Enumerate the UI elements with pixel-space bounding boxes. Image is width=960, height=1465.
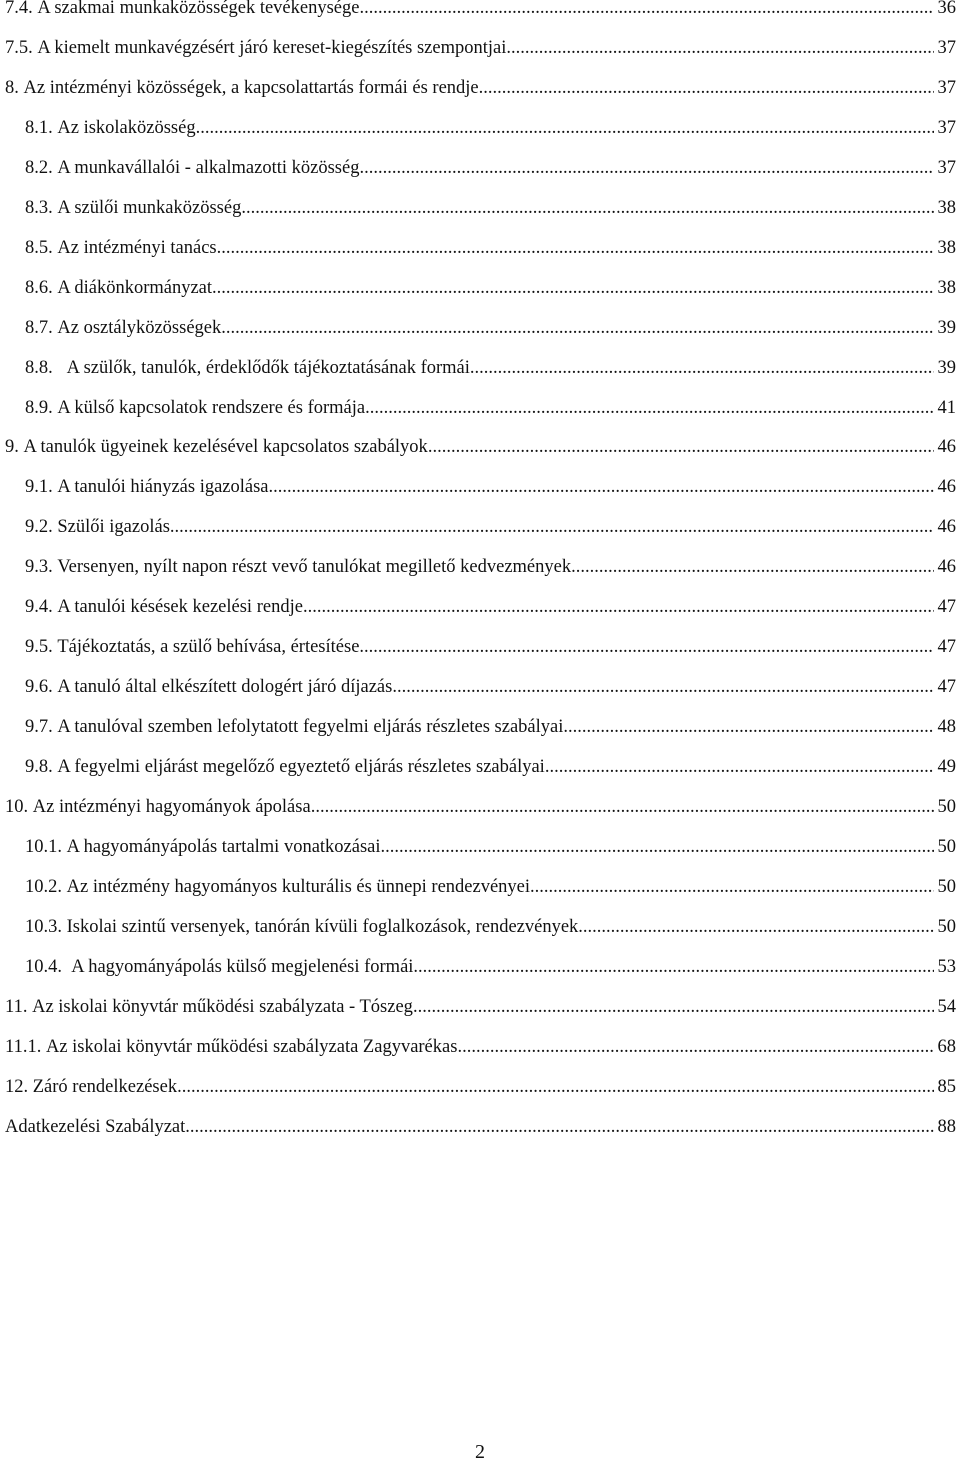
toc-entry-number: 10.4.	[25, 956, 62, 977]
toc-entry-page: 46	[937, 477, 956, 498]
toc-entry-page: 46	[937, 557, 956, 578]
toc-entry-number: 9.4.	[25, 597, 53, 618]
toc-entry-page: 49	[937, 757, 956, 778]
toc-entry-number: 10.2.	[25, 876, 62, 897]
toc-entry[interactable]	[0, 76, 956, 100]
toc-entry-page: 50	[937, 876, 956, 897]
toc-entry-title: Záró rendelkezések	[32, 1076, 178, 1097]
toc-entry-title: Az intézmény hagyományos kulturális és ünnepi rendezvényei	[66, 876, 531, 897]
toc-entry-page: 46	[937, 517, 956, 538]
toc-entry-number: 9.8.	[25, 757, 53, 778]
toc-entry-title: Szülői igazolás	[57, 517, 170, 538]
toc-entry-title: A hagyományápolás tartalmi vonatkozásai	[66, 836, 381, 857]
toc-entry-title: Az intézményi közösségek, a kapcsolattartás formái és rendje	[23, 77, 479, 98]
toc-entry-title: Iskolai szintű versenyek, tanórán kívüli foglalkozások, rendezvények	[66, 916, 579, 937]
toc-entry[interactable]	[0, 316, 956, 340]
toc-entry-title: Versenyen, nyílt napon részt vevő tanulókat megillető kedvezmények	[57, 557, 572, 578]
toc-dot-leader	[571, 555, 933, 579]
toc-entry[interactable]	[0, 356, 956, 380]
toc-entry-title: Az iskolaközösség	[57, 117, 196, 138]
toc-entry-page: 37	[937, 77, 956, 98]
toc-entry-page: 50	[937, 916, 956, 937]
toc-entry-number: 9.1.	[25, 477, 53, 498]
toc-entry-number: 8.7.	[25, 317, 53, 338]
toc-entry-number: 7.5.	[5, 37, 33, 58]
toc-entry-number: 9.5.	[25, 637, 53, 658]
toc-dot-leader	[221, 316, 933, 340]
toc-entry-number: 8.	[5, 77, 19, 98]
toc-dot-leader	[359, 0, 933, 20]
toc-entry-title: A szakmai munkaközösségek tevékenysége	[37, 0, 360, 18]
toc-dot-leader	[457, 1035, 933, 1059]
toc-dot-leader	[428, 435, 934, 459]
toc-entry-page: 47	[937, 597, 956, 618]
toc-dot-leader	[185, 1115, 933, 1139]
toc-entry[interactable]	[0, 835, 956, 859]
toc-entry[interactable]	[0, 116, 956, 140]
toc-entry-page: 39	[937, 357, 956, 378]
toc-dot-leader	[392, 675, 933, 699]
toc-entry-number: 8.1.	[25, 117, 53, 138]
toc-entry[interactable]	[0, 1075, 956, 1099]
toc-entry-title: Az osztályközösségek	[57, 317, 222, 338]
toc-entry-title: A hagyományápolás külső megjelenési formái	[71, 956, 414, 977]
toc-dot-leader	[413, 995, 934, 1019]
toc-entry-number: 11.	[5, 996, 28, 1017]
toc-entry-page: 68	[937, 1036, 956, 1057]
toc-entry-gap	[53, 356, 67, 380]
toc-entry-title: A szülők, tanulók, érdeklődők tájékoztatásának formái	[66, 357, 470, 378]
toc-entry-title: A tanulók ügyeinek kezelésével kapcsolatos szabályok	[23, 437, 428, 458]
toc-entry-page: 88	[937, 1116, 956, 1137]
toc-entry-number: 11.1.	[5, 1036, 42, 1057]
toc-entry-page: 37	[937, 37, 956, 58]
toc-entry-page: 36	[937, 0, 956, 18]
toc-entry-title: Az intézményi hagyományok ápolása	[32, 797, 311, 817]
page-number: 2	[475, 1441, 485, 1463]
toc-dot-leader	[217, 236, 934, 260]
toc-entry-page: 37	[937, 117, 956, 138]
toc-entry-title: A szülői munkaközösség	[57, 197, 242, 218]
toc-entry-title: A diákönkormányzat	[57, 277, 213, 298]
toc-entry-number: 9.3.	[25, 557, 53, 578]
toc-entry[interactable]	[0, 515, 956, 539]
toc-entry[interactable]	[0, 396, 956, 420]
toc-entry[interactable]	[0, 715, 956, 739]
toc-entry-title: A munkavállalói - alkalmazotti közösség	[57, 157, 360, 178]
toc-entry[interactable]	[0, 675, 956, 699]
toc-dot-leader	[381, 835, 934, 859]
toc-entry-number: 8.3.	[25, 197, 53, 218]
toc-entry-page: 50	[937, 797, 956, 817]
toc-dot-leader	[563, 715, 933, 739]
toc-dot-leader	[545, 755, 934, 779]
toc-entry[interactable]	[0, 995, 956, 1019]
toc-entry[interactable]	[0, 595, 956, 619]
toc-entry-number: 9.7.	[25, 717, 53, 738]
toc-entry-title: Az iskolai könyvtár működési szabályzata Zagyvarékas	[45, 1036, 458, 1057]
toc-entry-page: 47	[937, 677, 956, 698]
toc-entry[interactable]	[0, 635, 956, 659]
toc-entry-number: 8.5.	[25, 237, 53, 258]
toc-entry-page: 46	[937, 437, 956, 458]
toc-entry-title: A külső kapcsolatok rendszere és formája	[57, 397, 366, 418]
toc-entry-number: 10.	[5, 797, 29, 817]
toc-entry-gap	[62, 955, 71, 979]
toc-entry-number: 9.	[5, 437, 19, 458]
toc-entry[interactable]	[0, 915, 956, 939]
toc-entry-title: Az iskolai könyvtár működési szabályzata - Tószeg	[32, 996, 413, 1017]
toc-dot-leader	[269, 475, 934, 499]
toc-dot-leader	[530, 875, 933, 899]
toc-entry-number: 12.	[5, 1076, 29, 1097]
toc-entry[interactable]	[0, 276, 956, 300]
toc-entry[interactable]	[0, 955, 956, 979]
toc-entry[interactable]	[0, 475, 956, 499]
toc-dot-leader	[212, 276, 933, 300]
toc-entry-page: 38	[937, 237, 956, 258]
toc-entry-page: 39	[937, 317, 956, 338]
toc-entry-title: A kiemelt munkavégzésért járó kereset-kiegészítés szempontjai	[37, 37, 507, 58]
toc-entry[interactable]	[0, 555, 956, 579]
toc-dot-leader	[578, 915, 933, 939]
toc-entry-page: 48	[937, 717, 956, 738]
toc-entry[interactable]	[0, 236, 956, 260]
toc-entry-number: 10.1.	[25, 836, 62, 857]
toc-entry[interactable]	[0, 795, 956, 819]
toc-dot-leader	[196, 116, 934, 140]
toc-entry-page: 54	[937, 996, 956, 1017]
toc-entry-page: 38	[937, 277, 956, 298]
toc-entry-title: Adatkezelési Szabályzat	[5, 1116, 186, 1137]
toc-dot-leader	[303, 595, 934, 619]
toc-entry[interactable]	[0, 875, 956, 899]
toc-entry-title: Az intézményi tanács	[57, 237, 217, 258]
toc-dot-leader	[479, 76, 934, 100]
toc-entry-number: 9.2.	[25, 517, 53, 538]
toc-entry[interactable]	[0, 1115, 956, 1139]
toc-dot-leader	[241, 196, 933, 220]
toc-entry-title: A tanuló által elkészített dologért járó díjazás	[57, 677, 393, 698]
toc-dot-leader	[470, 356, 934, 380]
toc-entry[interactable]	[0, 1035, 956, 1059]
toc-entry[interactable]	[0, 755, 956, 779]
toc-dot-leader	[177, 1075, 933, 1099]
toc-entry-number: 8.6.	[25, 277, 53, 298]
toc-entry[interactable]	[0, 156, 956, 180]
toc-entry-title: Tájékoztatás, a szülő behívása, értesítése	[57, 637, 360, 658]
toc-entry-number: 10.3.	[25, 916, 62, 937]
toc-entry[interactable]	[0, 196, 956, 220]
toc-entry-page: 47	[937, 637, 956, 658]
toc-entry[interactable]	[0, 0, 956, 20]
toc-entry-page: 50	[937, 836, 956, 857]
toc-dot-leader	[365, 396, 933, 420]
toc-dot-leader	[311, 795, 934, 819]
toc-entry[interactable]	[0, 36, 956, 60]
toc-dot-leader	[170, 515, 934, 539]
toc-dot-leader	[359, 156, 933, 180]
toc-entry-number: 7.4.	[5, 0, 33, 18]
toc-entry-title: A tanulóval szemben lefolytatott fegyelmi eljárás részletes szabályai	[57, 717, 564, 738]
toc-dot-leader	[506, 36, 933, 60]
toc-entry-page: 53	[937, 956, 956, 977]
toc-entry-page: 41	[937, 397, 956, 418]
toc-entry-number: 9.6.	[25, 677, 53, 698]
toc-entry[interactable]	[0, 435, 956, 459]
toc-entry-title: A fegyelmi eljárást megelőző egyeztető eljárás részletes szabályai	[57, 757, 545, 778]
toc-entry-title: A tanulói késések kezelési rendje	[57, 597, 303, 618]
toc-dot-leader	[413, 955, 933, 979]
toc-entry-page: 38	[937, 197, 956, 218]
toc-dot-leader	[359, 635, 933, 659]
toc-entry-number: 8.8.	[25, 357, 53, 378]
toc-entry-title: A tanulói hiányzás igazolása	[57, 477, 269, 498]
toc-entry-page: 85	[937, 1076, 956, 1097]
toc-entry-number: 8.9.	[25, 397, 53, 418]
toc-entry-page: 37	[937, 157, 956, 178]
toc-entry-number: 8.2.	[25, 157, 53, 178]
